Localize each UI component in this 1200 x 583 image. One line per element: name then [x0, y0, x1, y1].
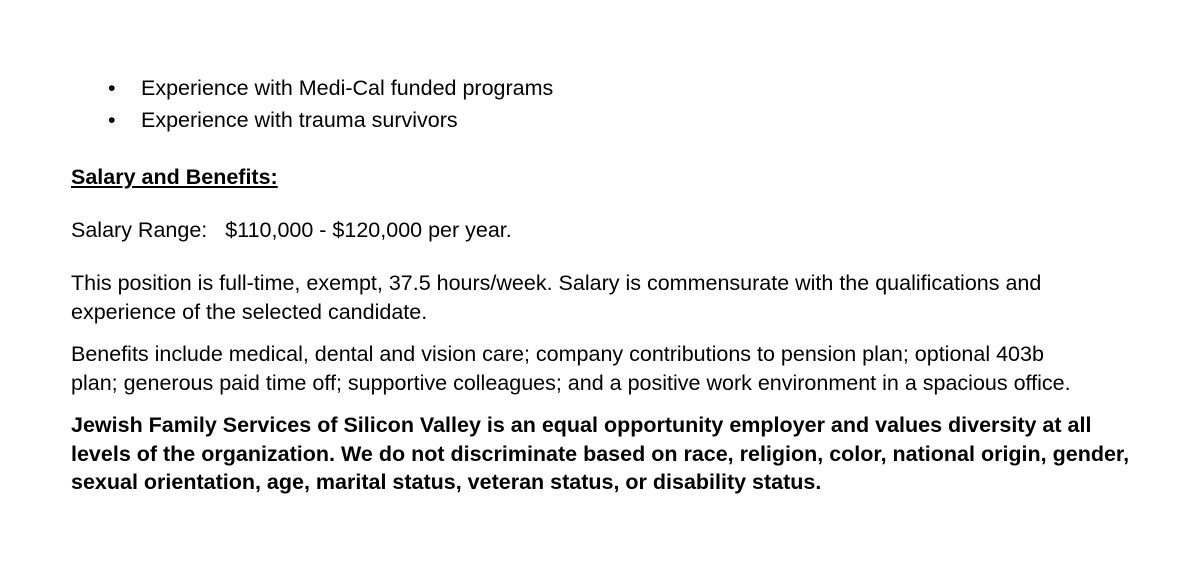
salary-range	[71, 216, 1151, 245]
bullet-icon: •	[108, 76, 116, 100]
list-item	[71, 72, 1151, 104]
list-item-text: Experience with trauma survivors	[141, 108, 458, 132]
bullet-icon: •	[108, 108, 116, 132]
eeo-statement: Jewish Family Services of Silicon Valley is an equal opportunity employer and values diversity at all levels of the organization. We do not discriminate based on race, religion, color, national origin, gender, sexual orientation, age, marital status, veteran status, or disability status.	[71, 413, 1130, 494]
position-paragraph: This position is full-time, exempt, 37.5 hours/week. Salary is commensurate with the qualifications and experience of the selected candidate.	[71, 271, 1042, 324]
list-item	[71, 104, 1151, 136]
salary-range-label: Salary Range:	[71, 218, 208, 242]
salary-range-value: $110,000 - $120,000 per year.	[225, 218, 512, 242]
list-item-text: Experience with Medi-Cal funded programs	[141, 76, 554, 100]
document-page	[71, 72, 1151, 497]
salary-benefits-heading: Salary and Benefits:	[71, 165, 278, 189]
benefits-paragraph: Benefits include medical, dental and vision care; company contributions to pension plan; optional 403b plan; generous paid time off; supportive colleagues; and a positive work environment in a spacious office.	[71, 342, 1071, 395]
qualifications-list	[71, 72, 1151, 136]
